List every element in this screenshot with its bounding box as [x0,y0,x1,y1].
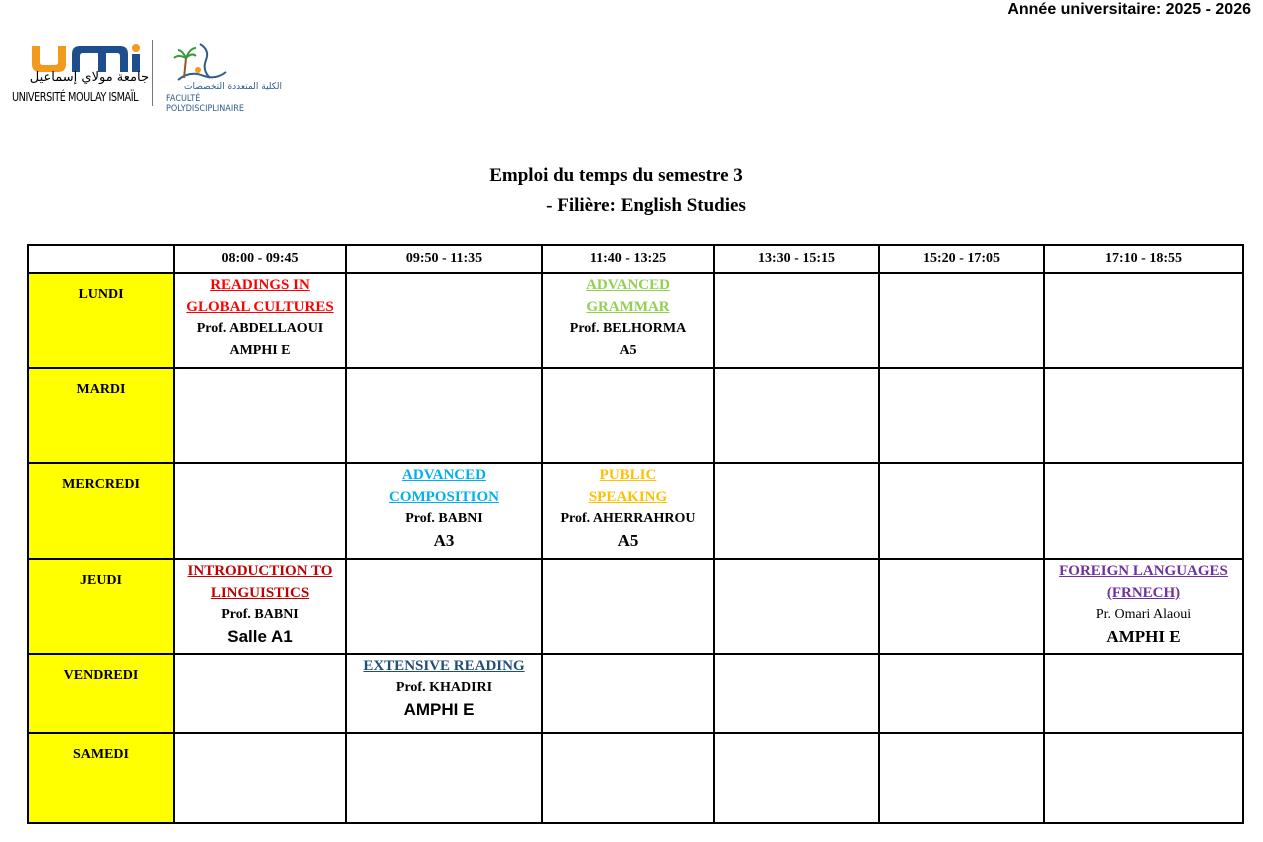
day-label: MARDI [28,368,174,463]
time-slot-header: 08:00 - 09:45 [174,245,346,273]
umi-arabic-name: جامعة مولاي إسماعيل [29,70,149,85]
professor-name: Prof. BABNI [221,607,299,622]
title-line-2: - Filière: English Studies [546,195,746,216]
course-name: ADVANCED GRAMMAR [586,277,670,315]
empty-cell [714,368,879,463]
day-row [28,368,1243,463]
time-slot-header: 15:20 - 17:05 [879,245,1044,273]
logo-separator [152,40,153,106]
empty-cell [714,463,879,559]
timetable [27,244,1244,824]
course-name: EXTENSIVE READING [363,658,525,674]
empty-cell [714,273,879,368]
room-name: AMPHI E [403,700,475,719]
academic-year: Année universitaire: 2025 - 2026 [1007,1,1251,18]
corner-cell [28,245,174,273]
empty-cell [714,559,879,654]
empty-cell [174,654,346,733]
day-label: MERCREDI [28,463,174,559]
empty-cell [879,733,1044,823]
professor-name: Prof. KHADIRI [395,680,493,695]
faculty-logo-icon [170,40,230,82]
empty-cell [542,733,714,823]
empty-cell [879,368,1044,463]
empty-cell [174,463,346,559]
session-cell [346,654,542,733]
empty-cell [174,368,346,463]
empty-cell [879,559,1044,654]
course-name: PUBLIC SPEAKING [588,467,668,505]
time-slot-header: 13:30 - 15:15 [714,245,879,273]
session-cell [346,463,542,559]
header-row [28,245,1243,273]
room-name: A5 [617,531,639,550]
empty-cell [346,273,542,368]
course-name: ADVANCED COMPOSITION [388,467,499,505]
professor-name: Prof. BABNI [405,511,483,526]
professor-name: Pr. Omari Alaoui [1095,607,1192,622]
empty-cell [1044,463,1243,559]
time-slot-header: 11:40 - 13:25 [542,245,714,273]
room-name: Salle A1 [227,627,293,646]
empty-cell [879,654,1044,733]
empty-cell [1044,733,1243,823]
session-cell [1044,559,1243,654]
umi-latin-name: UNIVERSITÉ MOULAY ISMAÏL [12,90,139,104]
empty-cell [1044,368,1243,463]
title-line-1: Emploi du temps du semestre 3 [489,165,743,186]
empty-cell [542,559,714,654]
time-slot-header: 17:10 - 18:55 [1044,245,1243,273]
empty-cell [542,368,714,463]
empty-cell [174,733,346,823]
empty-cell [346,368,542,463]
course-name: INTRODUCTION TO LINGUISTICS [187,563,333,601]
document-title [0,161,1232,221]
day-label: JEUDI [28,559,174,654]
day-row [28,273,1243,368]
room-name: A5 [619,343,637,358]
empty-cell [1044,273,1243,368]
professor-name: Prof. BELHORMA [569,321,687,336]
professor-name: Prof. ABDELLAOUI [196,321,324,336]
empty-cell [542,654,714,733]
empty-cell [346,559,542,654]
day-label: SAMEDI [28,733,174,823]
empty-cell [879,463,1044,559]
day-label: LUNDI [28,273,174,368]
empty-cell [1044,654,1243,733]
room-name: AMPHI E [229,343,291,358]
professor-name: Prof. AHERRAHROU [560,511,696,526]
faculty-latin-name: FACULTÉ POLYDISCIPLINAIRE [166,94,244,114]
faculty-arabic-name: الكلية المتعددة التخصصات [184,82,282,92]
empty-cell [714,654,879,733]
empty-cell [346,733,542,823]
university-logo [12,40,292,114]
day-row [28,559,1243,654]
day-row [28,654,1243,733]
session-cell [542,273,714,368]
room-name: A3 [433,531,455,550]
course-name: READINGS IN GLOBAL CULTURES [186,277,334,315]
room-name: AMPHI E [1106,627,1181,646]
session-cell [174,559,346,654]
time-slot-header: 09:50 - 11:35 [346,245,542,273]
session-cell [542,463,714,559]
day-row [28,733,1243,823]
session-cell [174,273,346,368]
empty-cell [714,733,879,823]
empty-cell [879,273,1044,368]
course-name: FOREIGN LANGUAGES (FRNECH) [1059,563,1228,601]
day-label: VENDREDI [28,654,174,733]
day-row [28,463,1243,559]
